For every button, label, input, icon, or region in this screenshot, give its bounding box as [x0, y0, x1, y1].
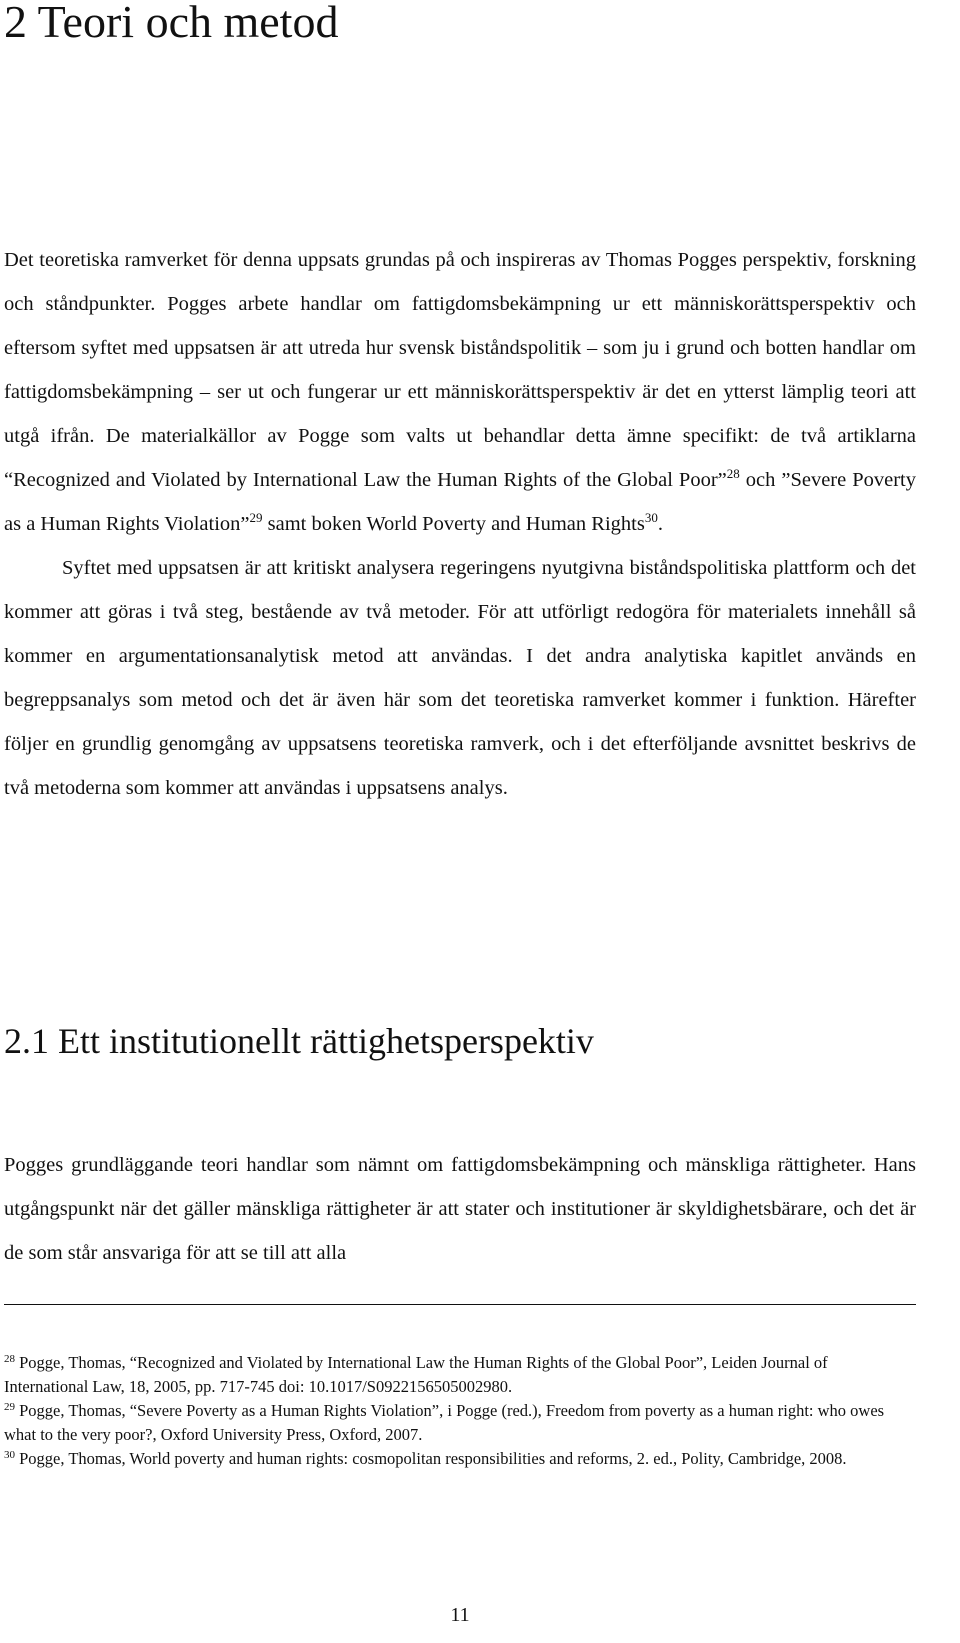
footnote-ref-29[interactable]: 29	[249, 510, 263, 525]
paragraph-theory	[4, 238, 916, 546]
section-heading: 2.1 Ett institutionellt rättighetsperspektiv	[4, 1021, 594, 1061]
footnote-number: 30	[4, 1449, 15, 1461]
footnote-29	[4, 1399, 916, 1447]
footnote-text: Pogge, Thomas, “Recognized and Violated by International Law the Human Rights of the Global Poor”, Leiden Journal of International Law, 18, 2005, pp. 717-745 doi: 10.1017/S0922156505002980.	[4, 1353, 828, 1396]
paragraph-theory-text-2: och ”Severe Poverty as a Human Rights Violation”	[4, 469, 916, 535]
paragraph-theory-text-3: samt boken World Poverty and Human Rights	[262, 513, 645, 535]
chapter-heading: 2 Teori och metod	[4, 0, 339, 47]
footnote-text: Pogge, Thomas, World poverty and human rights: cosmopolitan responsibilities and reforms, 2. ed., Polity, Cambridge, 2008.	[15, 1449, 847, 1468]
footnotes	[4, 1351, 916, 1471]
paragraph-theory-text: Det teoretiska ramverket för denna uppsats grundas på och inspireras av Thomas Pogges perspektiv, forskning och ståndpunkter. Pogges arbete handlar om fattigdomsbekämpning ur ett människorättsperspektiv och eftersom syftet med uppsatsen är att utreda hur svensk biståndspolitik – som ju i grund och botten handlar om fattigdomsbekämpning – ser ut och fungerar ur ett människorättsperspektiv är det en ytterst lämplig teori att utgå ifrån. De materialkällor av Pogge som valts ut behandlar detta ämne specifikt: de två artiklarna “Recognized and Violated by International Law the Human Rights of the Global Poor”	[4, 249, 916, 491]
chapter-body	[4, 238, 916, 810]
footnote-30	[4, 1447, 916, 1471]
footnote-ref-30[interactable]: 30	[644, 510, 658, 525]
footnote-ref-28[interactable]: 28	[726, 466, 740, 481]
footnote-number: 28	[4, 1353, 15, 1365]
paragraph-method: Syftet med uppsatsen är att kritiskt analysera regeringens nyutgivna biståndspolitiska plattform och det kommer att göras i två steg, bestående av två metoder. För att utförligt redogöra för materialets innehåll så kommer en argumentationsanalytisk metod att användas. I det andra analytiska kapitlet används en begreppsanalys som metod och det är även här som det teoretiska ramverket kommer i funktion. Härefter följer en grundlig genomgång av uppsatsens teoretiska ramverk, och i det efterföljande avsnittet beskrivs de två metoderna som kommer att användas i uppsatsens analys.	[4, 557, 916, 799]
section-body	[4, 1143, 916, 1275]
footnote-separator	[4, 1304, 916, 1305]
footnote-28	[4, 1351, 916, 1399]
page-number: 11	[450, 1604, 470, 1626]
footnote-number: 29	[4, 1401, 15, 1413]
paragraph-institutional: Pogges grundläggande teori handlar som nämnt om fattigdomsbekämpning och mänskliga rättigheter. Hans utgångspunkt när det gäller mänskliga rättigheter är att stater och institutioner är skyldighetsbärare, och det är de som står ansvariga för att se till att alla	[4, 1154, 916, 1264]
paragraph-theory-text-4: .	[657, 513, 663, 535]
footnote-text: Pogge, Thomas, “Severe Poverty as a Human Rights Violation”, i Pogge (red.), Freedom from poverty as a human right: who owes what to the very poor?, Oxford University Press, Oxford, 2007.	[4, 1401, 885, 1444]
document-page	[4, 0, 916, 1643]
